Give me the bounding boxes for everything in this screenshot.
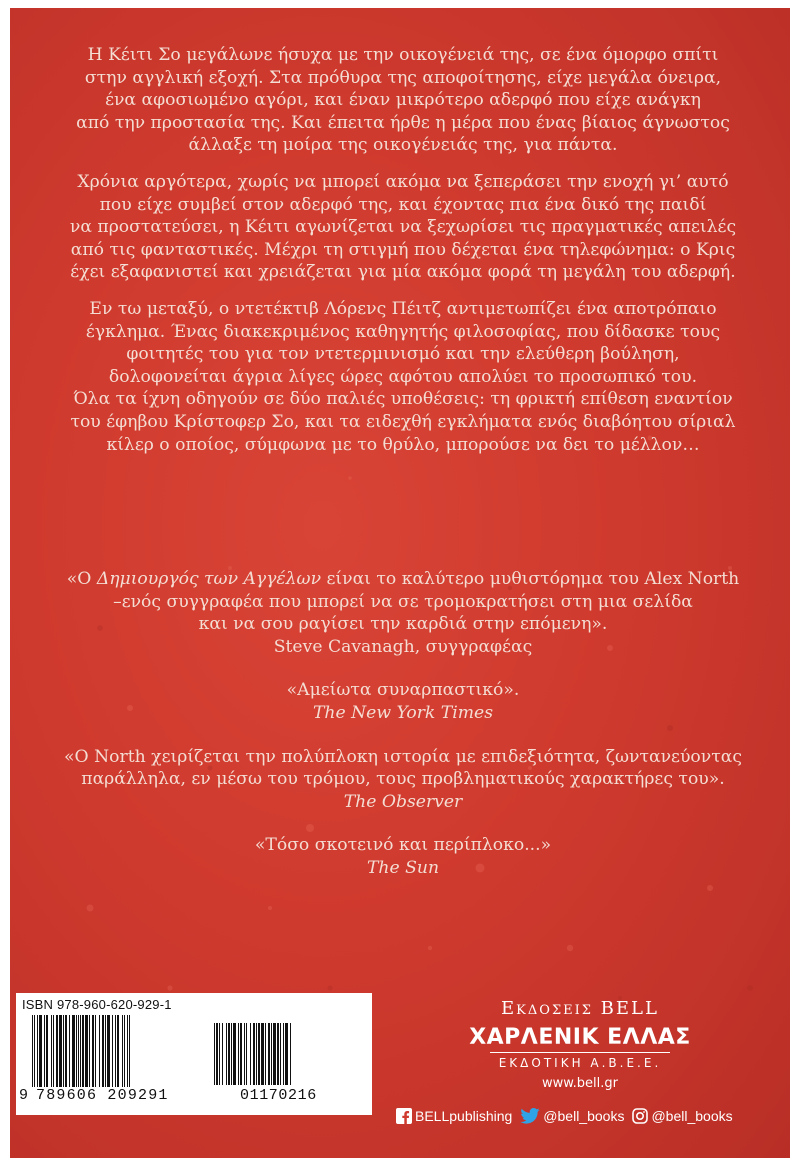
divider [490, 1052, 670, 1053]
book-title: Δημιουργός των Αγγέλων [96, 569, 322, 589]
barcode-bar [238, 1023, 239, 1085]
barcode-bar [65, 1015, 67, 1087]
barcode-bar [228, 1023, 230, 1085]
barcode-main [32, 1015, 206, 1089]
barcode-bar [63, 1015, 64, 1087]
synopsis-paragraph-3: Εν τω μεταξύ, ο ντετέκτιβ Λόρενς Πέιτζ αντιμετωπίζει ένα αποτρόπαιο έγκλημα. Ένας διακεκριμένος καθηγητής φιλοσοφίας, που δίδασκε τους φοιτητές του για τον ντετερμινισμό και την ελεύθερη βούληση, δολοφονείται άγρια λίγες ώρες αφότου απολύει το προσωπικό του. Όλα τα ίχνη οδηγούν σε δύο παλιές υποθέσεις: τη φρικτή επίθεση εναντίον του έφηβου Κρίστοφερ Σο, και τα ειδεχθή εγκλήματα ενός διαβόητου σίριαλ κίλερ ο οποίος, σύμφωνα με το θρύλο, μπορούσε να δει το μέλλον… [70, 298, 736, 455]
barcode-bar [280, 1023, 281, 1085]
isbn-barcode [16, 993, 372, 1115]
barcode-bar [261, 1023, 264, 1085]
barcode-bar [258, 1023, 260, 1085]
barcode-bar [37, 1015, 38, 1087]
barcode-bar [219, 1023, 220, 1085]
barcode-bar [51, 1015, 52, 1087]
synopsis-paragraph-1: Η Κέιτι Σο μεγάλωνε ήσυχα με την οικογένειά της, σε ένα όμορφο σπίτι στην αγγλική εξοχή. Στα πρόθυρα της αποφοίτησης, είχε μεγάλα όνειρα, ένα αφοσιωμένο αγόρι, και έναν μικρότερο αδερφό που είχε ανάγκη από την προστασία της. Και έπειτα ήρθε η μέρα που ένας βίαιος άγνωστος άλλαξε τη μοίρα της οικογένειάς της, για πάντα. [76, 45, 730, 156]
barcode-bar [244, 1023, 245, 1085]
barcode-bar [102, 1015, 104, 1087]
barcode-bar [117, 1015, 119, 1087]
barcode-bar [95, 1015, 96, 1087]
barcode-main-digits: 789606 209291 [36, 1087, 169, 1104]
barcode-bar [233, 1023, 236, 1085]
synopsis [62, 44, 744, 470]
barcode-bar [129, 1015, 130, 1087]
barcode-bar [222, 1023, 223, 1085]
barcode-bar [99, 1015, 100, 1087]
barcode-bar [253, 1023, 255, 1085]
barcode-bar [256, 1023, 257, 1085]
barcode-bar [283, 1023, 284, 1085]
facebook-icon [396, 1108, 412, 1124]
publisher-url: www.bell.gr [541, 1076, 619, 1091]
barcode-bar [32, 1015, 33, 1087]
barcode-bar [89, 1015, 90, 1087]
social-facebook [396, 1108, 512, 1124]
barcode-bar [231, 1023, 232, 1085]
publisher-block [465, 998, 695, 1091]
barcode-bar [285, 1023, 288, 1085]
publisher-house: ΧΑΡΛΕΝΙΚ ΕΛΛΑΣ [469, 1025, 691, 1050]
barcode-addon [214, 1023, 364, 1089]
barcode-bar [59, 1015, 62, 1087]
barcode-bar [246, 1023, 247, 1085]
barcode-lead-digit: 9 [19, 1087, 29, 1104]
barcode-bar [122, 1015, 123, 1087]
quote-source: The Sun [366, 857, 440, 878]
quote-source: Steve Cavanagh, συγγραφέας [273, 636, 533, 657]
facebook-handle: BELLpublishing [415, 1108, 513, 1124]
review-quote-cavanagh: «Ο Δημιουργός των Αγγέλων είναι το καλύτερο μυθιστόρημα του Alex North –ενός συγγραφέα που μπορεί να σε τρομοκρατήσει στη μια σελίδα και να σου ραγίσει την καρδιά στην επόμενη». Steve Cavanagh, συγγραφέας [62, 568, 744, 658]
barcode-bar [107, 1015, 110, 1087]
barcode-bar [127, 1015, 128, 1087]
quote-source: The New York Times [312, 702, 494, 723]
barcode-bar [78, 1015, 79, 1087]
review-quote-nyt: «Αμείωτα συναρπαστικό». The New York Times [62, 679, 744, 724]
barcode-addon-digits: 01170216 [240, 1087, 317, 1104]
barcode-bar [46, 1015, 48, 1087]
barcode-bar [72, 1015, 75, 1087]
barcode-bar [92, 1015, 94, 1087]
quote-source: The Observer [343, 791, 463, 812]
barcode-bar [214, 1023, 215, 1085]
barcode-bar [80, 1015, 81, 1087]
social-links [396, 1108, 786, 1124]
barcode-bar [277, 1023, 279, 1085]
barcode-bar [268, 1023, 270, 1085]
instagram-icon [632, 1108, 648, 1124]
barcode-bar [124, 1015, 125, 1087]
isbn-label: ISBN 978-960-620-929-1 [22, 997, 172, 1012]
twitter-icon [520, 1108, 540, 1124]
barcode-bar [250, 1023, 251, 1085]
barcode-bar [69, 1015, 70, 1087]
barcode-bar [290, 1023, 291, 1085]
barcode-bar [39, 1015, 42, 1087]
barcode-bar [82, 1015, 84, 1087]
review-quote-sun: «Τόσο σκοτεινό και περίπλοκο...» The Sun [62, 834, 744, 879]
barcode-bar [115, 1015, 116, 1087]
barcode-bar [76, 1015, 77, 1087]
barcode-bar [226, 1023, 227, 1085]
barcode-bar [240, 1023, 242, 1085]
barcode-bar [112, 1015, 113, 1087]
barcode-bar [216, 1023, 218, 1085]
review-quotes [62, 568, 744, 901]
instagram-handle: @bell_books [651, 1108, 733, 1124]
barcode-bar [105, 1015, 106, 1087]
social-instagram [632, 1108, 732, 1124]
twitter-handle: @bell_books [543, 1108, 625, 1124]
barcode-bar [273, 1023, 276, 1085]
barcode-bar [34, 1015, 35, 1087]
barcode-bar [56, 1015, 58, 1087]
barcode-bar [271, 1023, 272, 1085]
barcode-bar [265, 1023, 266, 1085]
synopsis-paragraph-2: Χρόνια αργότερα, χωρίς να μπορεί ακόμα να ξεπεράσει την ενοχή γι’ αυτό που είχε συμβεί στον αδερφό της, και έχοντας πια ένα δικό της παιδί να προστατεύσει, η Κέιτι αγωνίζεται να ξεχωρίσει τις πραγματικές απειλές από τις φανταστικές. Μέχρι τη στιγμή που δέχεται ένα τηλεφώνημα: ο Κρις έχει εξαφανιστεί και χρειάζεται για μία ακόμα φορά τη μεγάλη του αδερφή. [69, 171, 737, 283]
book-back-cover [10, 8, 790, 1158]
review-quote-observer: «Ο North χειρίζεται την πολύπλοκη ιστορία με επιδεξιότητα, ζωντανεύοντας παράλληλα, εν μέσω του τρόμου, τους προβληματικούς χαρακτήρες του». The Observer [62, 746, 744, 814]
barcode-bar [85, 1015, 88, 1087]
publisher-subtitle: ΕΚΔΟΤΙΚΗ Α.Β.Ε.Ε. [498, 1056, 662, 1070]
publisher-imprint: Εκδοσεισ BELL [501, 998, 659, 1019]
barcode-bar [44, 1015, 45, 1087]
barcode-bar [53, 1015, 54, 1087]
social-twitter [520, 1108, 624, 1124]
